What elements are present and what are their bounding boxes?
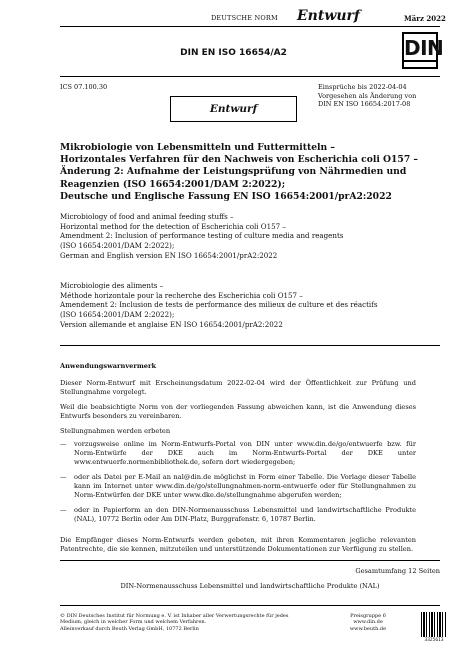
title-line: Reagenzien (ISO 16654:2001/DAM 2:2022); <box>60 178 286 190</box>
title-line: Mikrobiologie von Lebensmitteln und Futtermitteln – <box>60 142 336 153</box>
ics-code: ICS 07.100.30 <box>60 83 108 91</box>
warning-paragraph: Stellungnahmen werden erbeten <box>60 427 171 435</box>
dash-bullet: — <box>60 506 67 514</box>
barcode-number: 3325613 <box>424 638 444 643</box>
title-line: Horizontal method for the detection of Escherichia coli O157 – <box>60 221 286 231</box>
patent-note: Die Empfänger dieses Norm-Entwurfs werden gebeten, mit ihren Kommentaren jegliche relevanten Patentrechte, die sie kennen, mitzuteilen und unterstützende Dokumentationen zur Verfügung zu stellen. <box>60 536 416 553</box>
din-logo <box>402 32 444 69</box>
dash-bullet: — <box>60 473 67 481</box>
title-line: (ISO 16654:2001/DAM 2:2022); <box>60 310 175 320</box>
title-line: Version allemande et anglaise EN ISO 16654:2001/prA2:2022 <box>60 319 283 329</box>
title-line: German and English version EN ISO 16654:2001/prA2:2022 <box>60 250 278 260</box>
title-line: Amendment 2: Inclusion of performance testing of culture media and reagents <box>60 231 344 241</box>
title-line: Microbiology of food and animal feeding stuffs – <box>60 212 234 221</box>
list-item-text: oder als Datei per E-Mail an nal@din.de möglichst in Form einer Tabelle. Die Vorlage dieser Tabelle kann im Internet unter www.din.de/go/stellungnahmen-norm-entwuerfe oder für Stellungnahmen zu Norm-Entwürfen der DKE unter www.dke.de/stellungnahme abgerufen werden; <box>74 473 416 499</box>
title-line: Horizontales Verfahren für den Nachweis von Escherichia coli O157 – <box>60 154 419 166</box>
title-line: Méthode horizontale pour la recherche des Escherichia coli O157 – <box>60 290 303 300</box>
footer-rule <box>60 605 440 606</box>
beuth-website-link[interactable]: www.beuth.de <box>349 625 387 632</box>
comment-deadline <box>318 83 416 109</box>
committee-name: DIN-Normenausschuss Lebensmittel und landwirtschaftliche Produkte (NAL) <box>120 582 380 590</box>
title-line: Amendement 2: Inclusion de tests de performance des milieux de culture et des réactifs <box>60 300 378 310</box>
title-french <box>60 281 440 330</box>
warning-heading: Anwendungswarnvermerk <box>60 362 157 370</box>
total-pages: Gesamtumfang 12 Seiten <box>355 567 440 575</box>
title-line: (ISO 16654:2001/DAM 2:2022); <box>60 241 175 251</box>
copyright-line: Alleinverkauf durch Beuth Verlag GmbH, 10772 Berlin <box>60 625 199 632</box>
title-line: Microbiologie des aliments – <box>60 281 164 290</box>
header-status: Entwurf <box>297 8 360 24</box>
title-german <box>60 142 440 203</box>
copyright-line: © DIN Deutsches Institut für Normung e. V. ist Inhaber aller Verwertungsrechte für jedes Medium, gleich in welcher Form und welchem Verfahren. <box>60 613 289 626</box>
document-number: DIN EN ISO 16654/A2 <box>180 48 287 58</box>
draft-box: Entwurf <box>170 96 297 122</box>
din-logo-bar <box>404 60 436 62</box>
title-line: Änderung 2: Aufnahme der Leistungsprüfung von Nährmedien und <box>60 166 407 178</box>
price-group: Preisgruppe 6 <box>350 613 386 619</box>
warning-top-rule <box>60 345 440 346</box>
barcode-image <box>421 612 447 637</box>
header-rule <box>60 26 440 27</box>
din-website-link[interactable]: www.din.de <box>353 619 383 626</box>
copyright-notice <box>60 613 290 632</box>
warning-paragraph: Dieser Norm-Entwurf mit Erscheinungsdatum 2022-02-04 wird der Öffentlichkeit zur Prüfung und Stellungnahme vorgelegt. <box>60 379 416 396</box>
list-item-text: vorzugsweise online im Norm-Entwurfs-Portal von DIN unter www.din.de/go/entwuerfe bzw. für Norm-Entwürfe der DKE auch im Norm-Entwurfs-Portal der DKE unter www.entwuerfe.normenbibliothek.de, sofern dort wiedergegeben; <box>74 440 416 466</box>
list-item <box>60 440 416 466</box>
din-logo-text: DIN <box>404 36 444 60</box>
header-date: März 2022 <box>404 14 446 23</box>
comment-deadline-line: Einsprüche bis 2022-04-04 <box>318 83 407 91</box>
title-block-rule <box>60 76 440 77</box>
replacement-note-line: DIN EN ISO 16654:2017-08 <box>318 100 411 109</box>
title-english <box>60 212 440 261</box>
list-item <box>60 506 416 524</box>
list-item <box>60 473 416 499</box>
dash-bullet: — <box>60 440 67 448</box>
price-info <box>318 613 418 632</box>
title-line: Deutsche und Englische Fassung EN ISO 16654:2001/prA2:2022 <box>60 190 392 202</box>
warning-bottom-rule <box>60 560 440 561</box>
replacement-note-line: Vorgesehen als Änderung von <box>318 91 417 100</box>
warning-paragraph: Weil die beabsichtigte Norm von der vorliegenden Fassung abweichen kann, ist die Anwendung dieses Entwurfs besonders zu vereinbaren. <box>60 403 416 420</box>
header-norm-label: DEUTSCHE NORM <box>211 14 278 22</box>
list-item-text: oder in Papierform an den DIN-Normenausschuss Lebensmittel und landwirtschaftliche Produkte (NAL), 10772 Berlin oder Am DIN-Platz, Burggrafenstr. 6, 10787 Berlin. <box>74 506 416 523</box>
